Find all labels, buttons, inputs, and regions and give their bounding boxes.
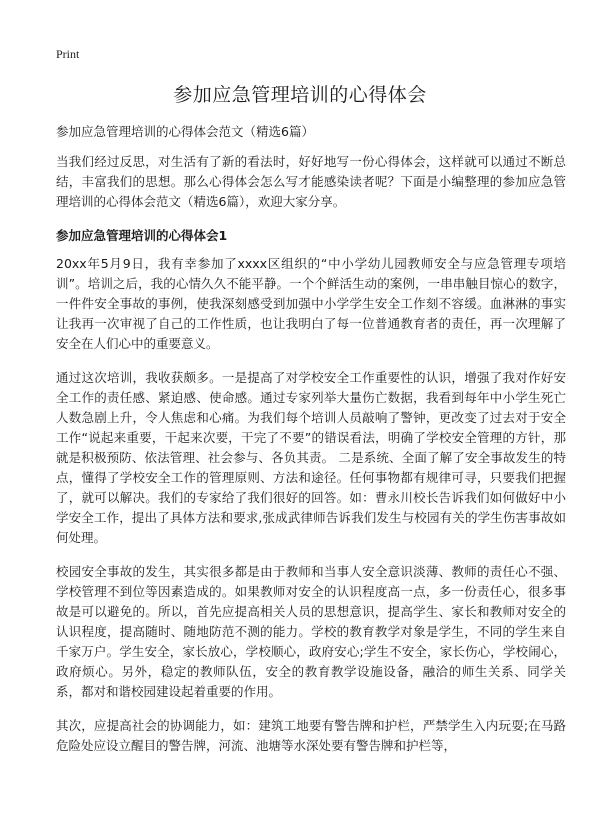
body-paragraph-3: 校园安全事故的发生，其实很多都是由于教师和当事人安全意识淡薄、教师的责任心不强、学校管理不到位等因素造成的。如果教师对安全的认识程度高一点，多一份责任心，很多事故是可以避免的。所以，首先应提高相关人员的思想意识，提高学生、家长和教师对安全的认识程度，提高随时、随地防范不测的能力。学校的教育教学对象是学生，不同的学生来自千家万户。学生安全，家长放心，学校顺心，政府安心;学生不安全，家长伤心，学校闹心，政府烦心。另外，稳定的教师队伍，安全的教育教学设施设备，融洽的师生关系、同学关系，都对和谐校园建设起着重要的作用。 [56,564,566,699]
document-body [56,122,566,770]
body-paragraph-2: 通过这次培训，我收获颇多。一是提高了对学校安全工作重要性的认识，增强了我对作好安全工作的责任感、紧迫感、使命感。通过专家列举大量伤亡数据，我看到每年中小学生死亡人数急剧上升，令人焦虑和心痛。为我们每个培训人员敲响了警钟，更改变了过去对于安全工作“说起来重要，干起来次要，干完了不要”的错误看法，明确了学校安全管理的方针，那就是积极预防、依法管理、社会参与、各负其责。 二是系统、全面了解了安全事故发生的特点，懂得了学校安全工作的管理原则、方法和途径。任何事物都有规律可寻，只要我们把握了，就可以解决。我们的专家给了我们很好的回答。如：曹永川校长告诉我们如何做好中小学安全工作，提出了具体方法和要求,张成武律师告诉我们发生与校园有关的学生伤害事故如何处理。 [56,370,566,545]
page-title: 参加应急管理培训的心得体会 [173,84,427,106]
intro-paragraph: 当我们经过反思，对生活有了新的看法时，好好地写一份心得体会，这样就可以通过不断总结，丰富我们的思想。那么心得体会怎么写才能感染读者呢？下面是小编整理的参加应急管理培训的心得体会范文（精选6篇），欢迎大家分享。 [56,154,566,209]
print-link[interactable]: Print [56,47,80,61]
body-paragraph-1: 20xx年5月9日，我有幸参加了xxxx区组织的“中小学幼儿园教师安全与应急管理专项培训”。培训之后，我的心情久久不能平静。一个个鲜活生动的案例，一串串触目惊心的数字，一件件安全事故的事例，使我深刻感受到加强中小学学生安全工作刻不容缓。血淋淋的事实让我再一次审视了自己的工作性质，也让我明白了每一位普通教育者的责任，再一次理解了安全在人们心中的重要意义。 [56,256,566,351]
section-heading: 参加应急管理培训的心得体会1 [56,228,228,243]
document-subtitle: 参加应急管理培训的心得体会范文（精选6篇） [56,124,314,139]
body-paragraph-4: 其次，应提高社会的协调能力，如：建筑工地要有警告牌和护栏，严禁学生入内玩耍;在马路危险处应设立醒目的警告牌，河流、池塘等水深处要有警告牌和护栏等， [56,718,566,753]
